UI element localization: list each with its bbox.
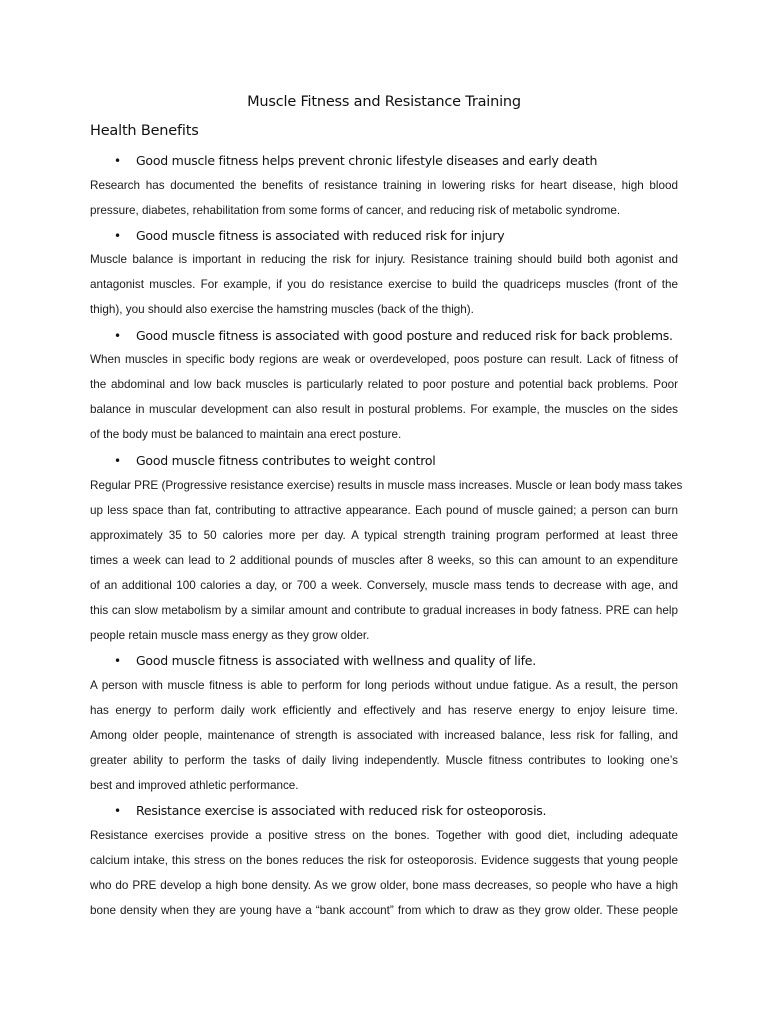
- paragraph-line: the abdominal and low back muscles is particularly related to poor posture and potential back problems. Poor: [90, 378, 678, 391]
- section-heading: Health Benefits: [90, 123, 199, 139]
- paragraph-line: of an additional 100 calories a day, or 700 a week. Conversely, muscle mass tends to decrease with age, and: [90, 579, 678, 592]
- paragraph-line: A person with muscle fitness is able to perform for long periods without undue fatigue. As a result, the person: [90, 679, 678, 692]
- bullet-glyph: •: [114, 329, 121, 343]
- paragraph-line: Muscle balance is important in reducing the risk for injury. Resistance training should build both agonist and: [90, 253, 678, 266]
- paragraph-line: calcium intake, this stress on the bones reduces the risk for osteoporosis. Evidence suggests that young people: [90, 854, 678, 867]
- paragraph: [90, 823, 678, 923]
- paragraph-line: of the body must be balanced to maintain ana erect posture.: [90, 428, 402, 441]
- bullet-glyph: •: [114, 229, 121, 243]
- paragraph-line: Resistance exercises provide a positive stress on the bones. Together with good diet, including adequate: [90, 829, 678, 842]
- document-title: Muscle Fitness and Resistance Training: [247, 94, 521, 110]
- paragraph: [90, 173, 678, 223]
- paragraph: [90, 673, 678, 798]
- paragraph-line: balance in muscular development can also result in postural problems. For example, the muscles on the sides: [90, 403, 678, 416]
- paragraph-line: greater ability to perform the tasks of daily living independently. Muscle fitness contributes to looking one’s: [90, 754, 678, 767]
- paragraph-line: When muscles in specific body regions are weak or overdeveloped, poos posture can result. Lack of fitness of: [90, 353, 678, 366]
- bullet-item: [114, 653, 536, 668]
- bullet-glyph: •: [114, 154, 121, 168]
- bullet-glyph: •: [114, 454, 121, 468]
- paragraph-line: has energy to perform daily work efficiently and effectively and has reserve energy to enjoy leisure time.: [90, 704, 678, 717]
- paragraph-line: antagonist muscles. For example, if you do resistance exercise to build the quadriceps muscles (front of the: [90, 278, 678, 291]
- bullet-item: [114, 453, 436, 468]
- paragraph-line: Research has documented the benefits of resistance training in lowering risks for heart disease, high blood: [90, 179, 678, 192]
- paragraph-line: people retain muscle mass energy as they grow older.: [90, 629, 370, 642]
- paragraph-line: Among older people, maintenance of strength is associated with increased balance, less risk for falling, and: [90, 729, 678, 742]
- bullet-item: [114, 328, 673, 343]
- paragraph-line: Regular PRE (Progressive resistance exercise) results in muscle mass increases. Muscle or lean body mass takes: [90, 479, 683, 492]
- paragraph-line: times a week can lead to 2 additional pounds of muscles after 8 weeks, so this can amount to an expenditure: [90, 554, 678, 567]
- paragraph-line: thigh), you should also exercise the hamstring muscles (back of the thigh).: [90, 303, 474, 316]
- bullet-item: [114, 228, 504, 243]
- bullet-text: Resistance exercise is associated with reduced risk for osteoporosis.: [136, 803, 547, 818]
- paragraph-line: bone density when they are young have a “bank account” from which to draw as they grow older. These people: [90, 904, 678, 917]
- paragraph-line: best and improved athletic performance.: [90, 779, 299, 792]
- bullet-text: Good muscle fitness is associated with wellness and quality of life.: [136, 653, 536, 668]
- bullet-item: [114, 803, 546, 818]
- paragraph-line: this can slow metabolism by a similar amount and contribute to gradual increases in body fatness. PRE can help: [90, 604, 678, 617]
- bullet-text: Good muscle fitness is associated with good posture and reduced risk for back problems.: [136, 328, 673, 343]
- bullet-text: Good muscle fitness helps prevent chronic lifestyle diseases and early death: [136, 153, 598, 168]
- bullet-glyph: •: [114, 804, 121, 818]
- paragraph-line: pressure, diabetes, rehabilitation from some forms of cancer, and reducing risk of metabolic syndrome.: [90, 204, 621, 217]
- bullet-text: Good muscle fitness contributes to weight control: [136, 453, 436, 468]
- paragraph-line: approximately 35 to 50 calories more per day. A typical strength training program performed at least three: [90, 529, 678, 542]
- paragraph: [90, 247, 678, 322]
- paragraph-line: who do PRE develop a high bone density. As we grow older, bone mass decreases, so people who have a high: [90, 879, 678, 892]
- bullet-text: Good muscle fitness is associated with reduced risk for injury: [136, 228, 505, 243]
- paragraph-line: up less space than fat, contributing to attractive appearance. Each pound of muscle gained; a person can burn: [90, 504, 678, 517]
- bullet-glyph: •: [114, 654, 121, 668]
- paragraph: [90, 473, 683, 648]
- paragraph: [90, 347, 678, 447]
- bullet-item: [114, 153, 597, 168]
